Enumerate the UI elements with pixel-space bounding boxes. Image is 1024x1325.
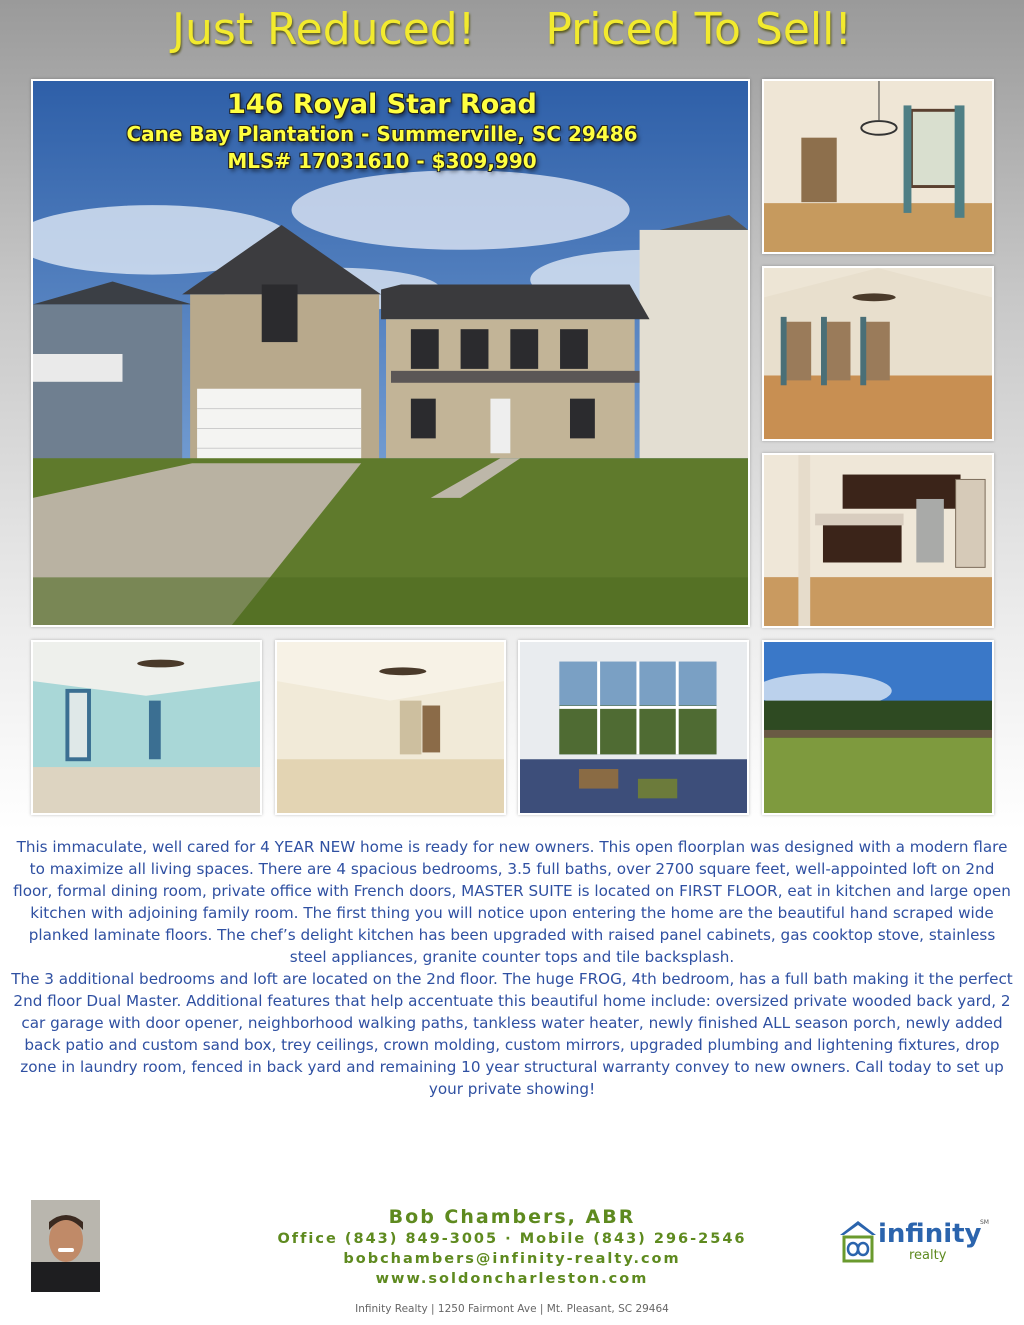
infinity-realty-logo bbox=[838, 1217, 998, 1277]
kitchen-image bbox=[764, 455, 992, 626]
house-logo-icon bbox=[838, 1219, 878, 1263]
listing-address: 146 Royal Star Road bbox=[227, 89, 537, 120]
bedroom-photo bbox=[275, 640, 506, 815]
master-bedroom-photo bbox=[31, 640, 262, 815]
sunroom-porch-image bbox=[520, 642, 747, 813]
agent-name: Bob Chambers, ABR bbox=[388, 1206, 636, 1228]
listing-header bbox=[32, 88, 732, 175]
master-bedroom-image bbox=[33, 642, 260, 813]
agent-contact bbox=[230, 1205, 794, 1289]
agent-portrait-image bbox=[31, 1200, 100, 1292]
logo-wordmark: infinity bbox=[878, 1219, 982, 1249]
backyard-image bbox=[764, 642, 992, 813]
living-room-image bbox=[764, 268, 992, 439]
backyard-photo bbox=[762, 640, 994, 815]
porch-photo bbox=[518, 640, 749, 815]
headline-just-reduced: Just Reduced! bbox=[172, 4, 476, 55]
listing-mls-price: MLS# 17031610 - $309,990 bbox=[227, 149, 537, 173]
agent-phones: Office (843) 849-3005 · Mobile (843) 296-2546 bbox=[277, 1231, 747, 1247]
agent-email[interactable]: bobchambers@infinity-realty.com bbox=[343, 1251, 681, 1267]
agent-avatar bbox=[31, 1200, 100, 1292]
description-paragraph-1: This immaculate, well cared for 4 YEAR NEW home is ready for new owners. This open floorplan was designed with a modern flare to maximize all living spaces. There are 4 spacious bedrooms, 3.5 full baths, over 2700 square feet, well-appointed loft on 2nd floor, formal dining room, private office with French doors, MASTER SUITE is located on FIRST FLOOR, eat in kitchen and large open kitchen with adjoining family room. The first thing you will notice upon entering the home are the beautiful hand scraped wide planked laminate floors. The chef’s delight kitchen has been upgraded with raised panel cabinets, gas cooktop stove, stainless steel appliances, granite counter tops and tile backsplash. bbox=[13, 838, 1011, 966]
description-paragraph-2: The 3 additional bedrooms and loft are located on the 2nd floor. The huge FROG, 4th bedroom, has a full bath making it the perfect 2nd floor Dual Master. Additional features that help accentuate this beautiful home include: oversized private wooded back yard, 2 car garage with door opener, neighborhood walking paths, tankless water heater, newly finished ALL season porch, newly added back patio and custom sand box, trey ceilings, crown molding, custom mirrors, upgraded plumbing and lightening fixtures, drop zone in laundry room, fenced in back yard and remaining 10 year structural warranty convey to new owners. Call today to set up your private showing! bbox=[11, 970, 1013, 1098]
listing-community: Cane Bay Plantation - Summerville, SC 29486 bbox=[126, 122, 638, 146]
dining-room-image bbox=[764, 81, 992, 252]
property-description bbox=[8, 836, 1016, 1100]
headline-priced-to-sell: Priced To Sell! bbox=[545, 4, 852, 55]
logo-servicemark: SM bbox=[980, 1219, 989, 1226]
footer-address: Infinity Realty | 1250 Fairmont Ave | Mt. Pleasant, SC 29464 bbox=[355, 1303, 669, 1315]
living-room-photo bbox=[762, 266, 994, 441]
kitchen-photo bbox=[762, 453, 994, 628]
bedroom-image bbox=[277, 642, 504, 813]
dining-room-photo bbox=[762, 79, 994, 254]
logo-subtitle: realty bbox=[909, 1248, 947, 1263]
headline bbox=[0, 4, 1024, 64]
agent-website[interactable]: www.soldoncharleston.com bbox=[375, 1271, 649, 1287]
